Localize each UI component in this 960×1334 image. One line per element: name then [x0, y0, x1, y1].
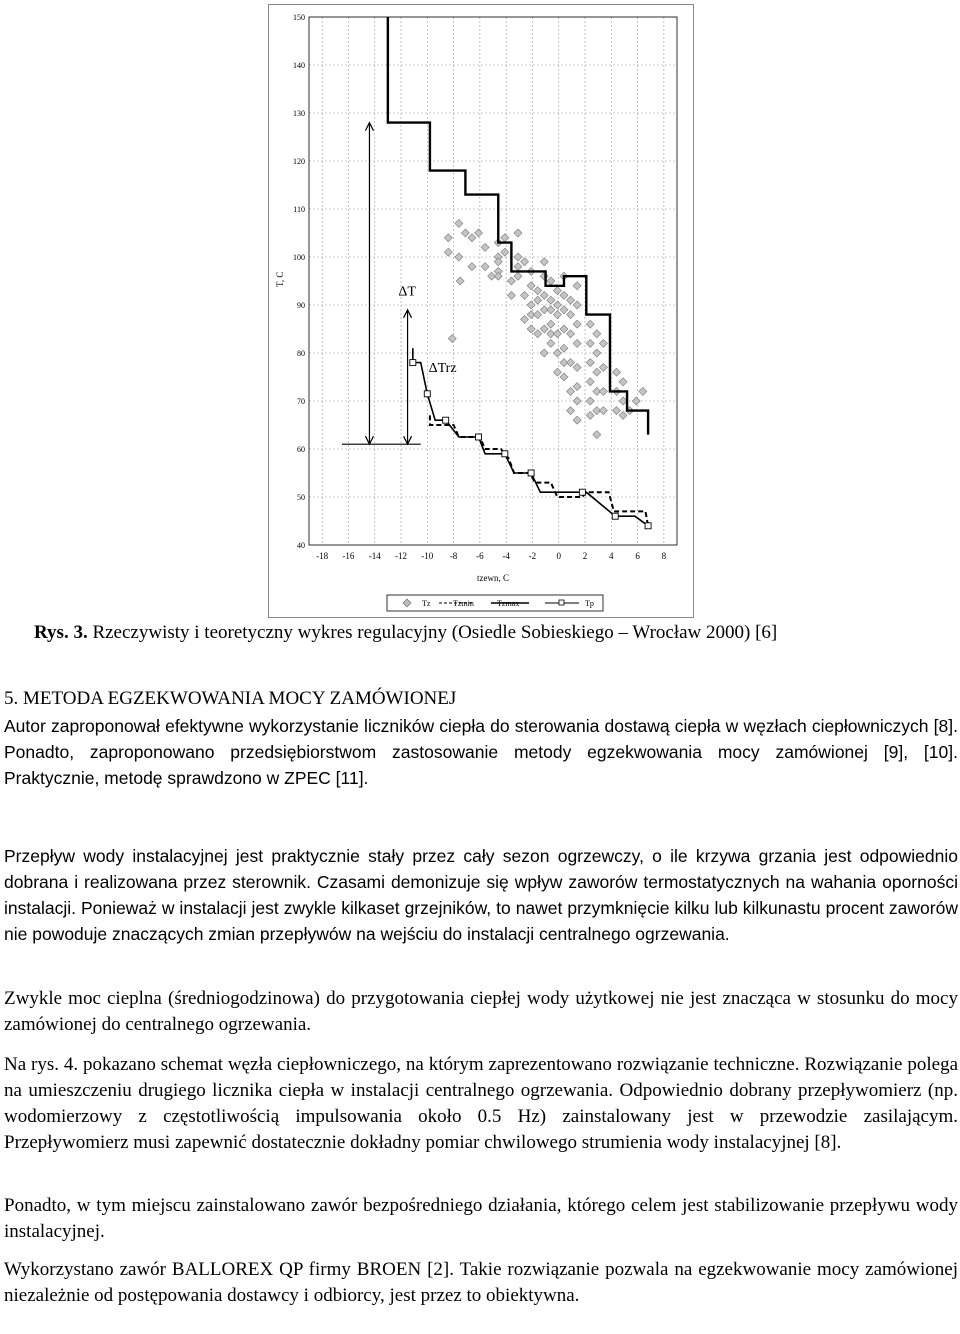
caption-text: Rzeczywisty i teoretyczny wykres regulacyjny (Osiedle Sobieskiego – Wrocław 2000) [6]	[87, 622, 778, 643]
x-axis-label: tzewn, C	[477, 573, 509, 583]
y-tick-label: 130	[293, 109, 305, 118]
tz-point	[521, 315, 529, 323]
tz-point	[632, 397, 640, 405]
tz-point	[455, 219, 463, 227]
tz-point	[599, 387, 607, 395]
tz-point	[567, 407, 575, 415]
tz-point	[573, 320, 581, 328]
tz-point	[599, 407, 607, 415]
tz-point	[567, 296, 575, 304]
paragraph-2: Przepływ wody instalacyjnej jest praktycznie stały przez cały sezon ogrzewczy, o ile krzywa grzania jest odpowiednio dobrana i realizowana przez sterownik. Czasami demonizuje się wpływ zaworów termostatycznych na wahania oporności instalacji. Ponieważ w instalacji jest zwykle kilkaset grzejników, to nawet przymknięcie kilku lub kilkunastu procent zaworów nie powoduje znaczących zmian przepływów na wejściu do instalacji centralnego ogrzewania.	[4, 846, 958, 944]
tz-point	[534, 296, 542, 304]
x-tick-label: 0	[556, 551, 561, 561]
y-tick-label: 40	[297, 541, 305, 550]
section-heading: 5. METODA EGZEKWOWANIA MOCY ZAMÓWIONEJ	[4, 688, 457, 709]
tz-point	[507, 277, 515, 285]
y-tick-label: 100	[293, 253, 305, 262]
tz-point	[448, 335, 456, 343]
tz-point	[553, 330, 561, 338]
tz-point	[514, 272, 522, 280]
tz-point	[501, 248, 509, 256]
paragraph-1: Autor zaproponował efektywne wykorzystanie liczników ciepła do sterowania dostawą ciepła w węzłach ciepłowniczych [8]. Ponadto, zaproponowano przedsiębiorstwom zastosowanie metody egzekwowania mocy zamówionej [9], [10]. Praktycznie, metodę sprawdzono w ZPEC [11].	[4, 716, 958, 788]
tz-point	[599, 363, 607, 371]
tz-point	[593, 431, 601, 439]
x-tick-label: 2	[582, 551, 588, 561]
tz-point	[567, 311, 575, 319]
tz-point	[586, 397, 594, 405]
tz-point	[540, 258, 548, 266]
x-tick-label: -8	[449, 551, 458, 561]
tp-point	[424, 391, 430, 397]
tz-point	[507, 291, 515, 299]
tz-point	[527, 325, 535, 333]
tz-point	[475, 229, 483, 237]
tz-point	[573, 397, 581, 405]
tz-point	[573, 301, 581, 309]
tz-point	[468, 234, 476, 242]
y-tick-label: 110	[293, 205, 305, 214]
caption-label: Rys. 3.	[34, 622, 88, 643]
tz-point	[599, 339, 607, 347]
y-tick-label: 150	[293, 13, 305, 22]
tz-point	[468, 263, 476, 271]
tz-point	[586, 378, 594, 386]
legend-tz-label: Tz	[422, 599, 431, 608]
tz-point	[586, 359, 594, 367]
tz-point	[573, 339, 581, 347]
paragraph-4: Na rys. 4. pokazano schemat węzła ciepłowniczego, na którym zaprezentowano rozwiązanie techniczne. Rozwiązanie polega na umieszczeniu drugiego licznika ciepła w instalacji centralnego ogrzewania. Odpowiednio dobrany przepływomierz (np. wodomierzowy z częstotliwością impulsowania około 0.5 Hz) zainstalowany jest w przewodzie zasilającym. Przepływomierz musi zapewnić dostatecznie dokładny pomiar chwilowego strumienia wody instalacyjnej [8].	[4, 1054, 958, 1153]
tz-point	[639, 387, 647, 395]
tzmin-line	[430, 415, 648, 525]
tz-point	[540, 272, 548, 280]
tz-point	[534, 311, 542, 319]
legend-tp-label: Tp	[585, 599, 594, 608]
tz-point	[586, 320, 594, 328]
tz-point	[540, 291, 548, 299]
tz-point	[456, 277, 464, 285]
x-tick-label: -18	[316, 551, 329, 561]
tz-point	[593, 330, 601, 338]
tz-point	[573, 282, 581, 290]
y-tick-label: 80	[297, 349, 305, 358]
chart-legend	[387, 595, 603, 611]
tz-point	[514, 229, 522, 237]
x-tick-label: 4	[609, 551, 614, 561]
tz-point	[553, 349, 561, 357]
tz-point	[619, 411, 627, 419]
tz-point	[567, 359, 575, 367]
tz-point	[613, 407, 621, 415]
y-tick-label: 60	[297, 445, 305, 454]
x-tick-label: -14	[368, 551, 381, 561]
tp-point	[410, 360, 416, 366]
x-tick-label: -2	[528, 551, 537, 561]
tz-point	[514, 263, 522, 271]
delta-trz-label: ΔTrz	[428, 361, 457, 377]
tp-point	[612, 513, 618, 519]
tz-point	[553, 287, 561, 295]
tz-point	[560, 344, 568, 352]
tz-point	[455, 253, 463, 261]
legend-tp-marker	[559, 600, 564, 605]
tz-point	[560, 291, 568, 299]
tz-point	[501, 234, 509, 242]
tz-point	[521, 258, 529, 266]
tz-point	[547, 277, 555, 285]
tz-point	[547, 320, 555, 328]
tz-point	[567, 330, 575, 338]
chart-axes	[293, 13, 677, 561]
tz-point	[444, 248, 452, 256]
tz-point	[514, 253, 522, 261]
tp-point	[645, 523, 651, 529]
tz-point	[547, 306, 555, 314]
tz-point	[540, 349, 548, 357]
legend-tzmax-label: Tzmax	[497, 599, 520, 608]
y-tick-label: 70	[297, 397, 305, 406]
tz-point	[586, 411, 594, 419]
legend-tzmin-label: Tzmin	[453, 599, 474, 608]
tz-point	[593, 349, 601, 357]
tz-point	[573, 363, 581, 371]
x-tick-label: -16	[342, 551, 355, 561]
tz-point	[553, 311, 561, 319]
tz-point	[494, 258, 502, 266]
tz-point	[573, 383, 581, 391]
x-tick-label: 8	[661, 551, 667, 561]
figure	[268, 4, 694, 618]
x-tick-label: -10	[421, 551, 434, 561]
tzmax-line	[388, 17, 648, 435]
tp-point	[502, 451, 508, 457]
tz-point	[534, 330, 542, 338]
tz-point	[586, 339, 594, 347]
tz-point	[521, 291, 529, 299]
x-tick-label: 6	[635, 551, 640, 561]
y-axis-label: T, C	[275, 271, 285, 287]
x-tick-label: -12	[395, 551, 407, 561]
tz-point	[547, 296, 555, 304]
tz-point	[547, 339, 555, 347]
tp-point	[528, 470, 534, 476]
temperature-regulation-chart	[269, 5, 693, 617]
tz-point	[573, 416, 581, 424]
tz-point	[534, 287, 542, 295]
y-tick-label: 90	[297, 301, 305, 310]
tp-point	[443, 417, 449, 423]
tz-point	[444, 234, 452, 242]
tz-point	[613, 368, 621, 376]
tz-point	[540, 325, 548, 333]
y-tick-label: 140	[293, 61, 305, 70]
tz-point	[481, 263, 489, 271]
x-tick-label: -6	[476, 551, 484, 561]
chart-grid	[309, 17, 677, 545]
tz-point	[527, 282, 535, 290]
tz-point	[553, 368, 561, 376]
tz-point	[461, 229, 469, 237]
tz-point	[481, 243, 489, 251]
tz-point	[567, 387, 575, 395]
tp-point	[579, 489, 585, 495]
tz-point	[560, 373, 568, 381]
y-tick-label: 50	[297, 493, 305, 502]
tz-point	[619, 378, 627, 386]
plot-frame	[309, 17, 677, 545]
tz-point	[560, 325, 568, 333]
tz-point	[527, 301, 535, 309]
paragraph-6: Wykorzystano zawór BALLOREX QP firmy BROEN [2]. Takie rozwiązanie pozwala na egzekwowanie mocy zamówionej niezależnie od postępowania dostawcy i odbiorcy, jest przez to obiektywna.	[4, 1259, 958, 1306]
tz-point	[553, 301, 561, 309]
tp-point	[476, 434, 482, 440]
tz-point	[494, 272, 502, 280]
figure-caption	[34, 620, 934, 646]
y-tick-label: 120	[293, 157, 305, 166]
x-tick-label: -4	[502, 551, 510, 561]
tz-point	[593, 368, 601, 376]
paragraph-3: Zwykle moc cieplna (średniogodzinowa) do przygotowania ciepłej wody użytkowej nie jest znacząca w stosunku do mocy zamówionej do centralnego ogrzewania.	[4, 988, 958, 1035]
delta-t-label: ΔT	[398, 284, 416, 300]
tz-point	[560, 306, 568, 314]
paragraph-5: Ponadto, w tym miejscu zainstalowano zawór bezpośredniego działania, którego celem jest stabilizowanie przepływu wody instalacyjnej.	[4, 1195, 958, 1242]
